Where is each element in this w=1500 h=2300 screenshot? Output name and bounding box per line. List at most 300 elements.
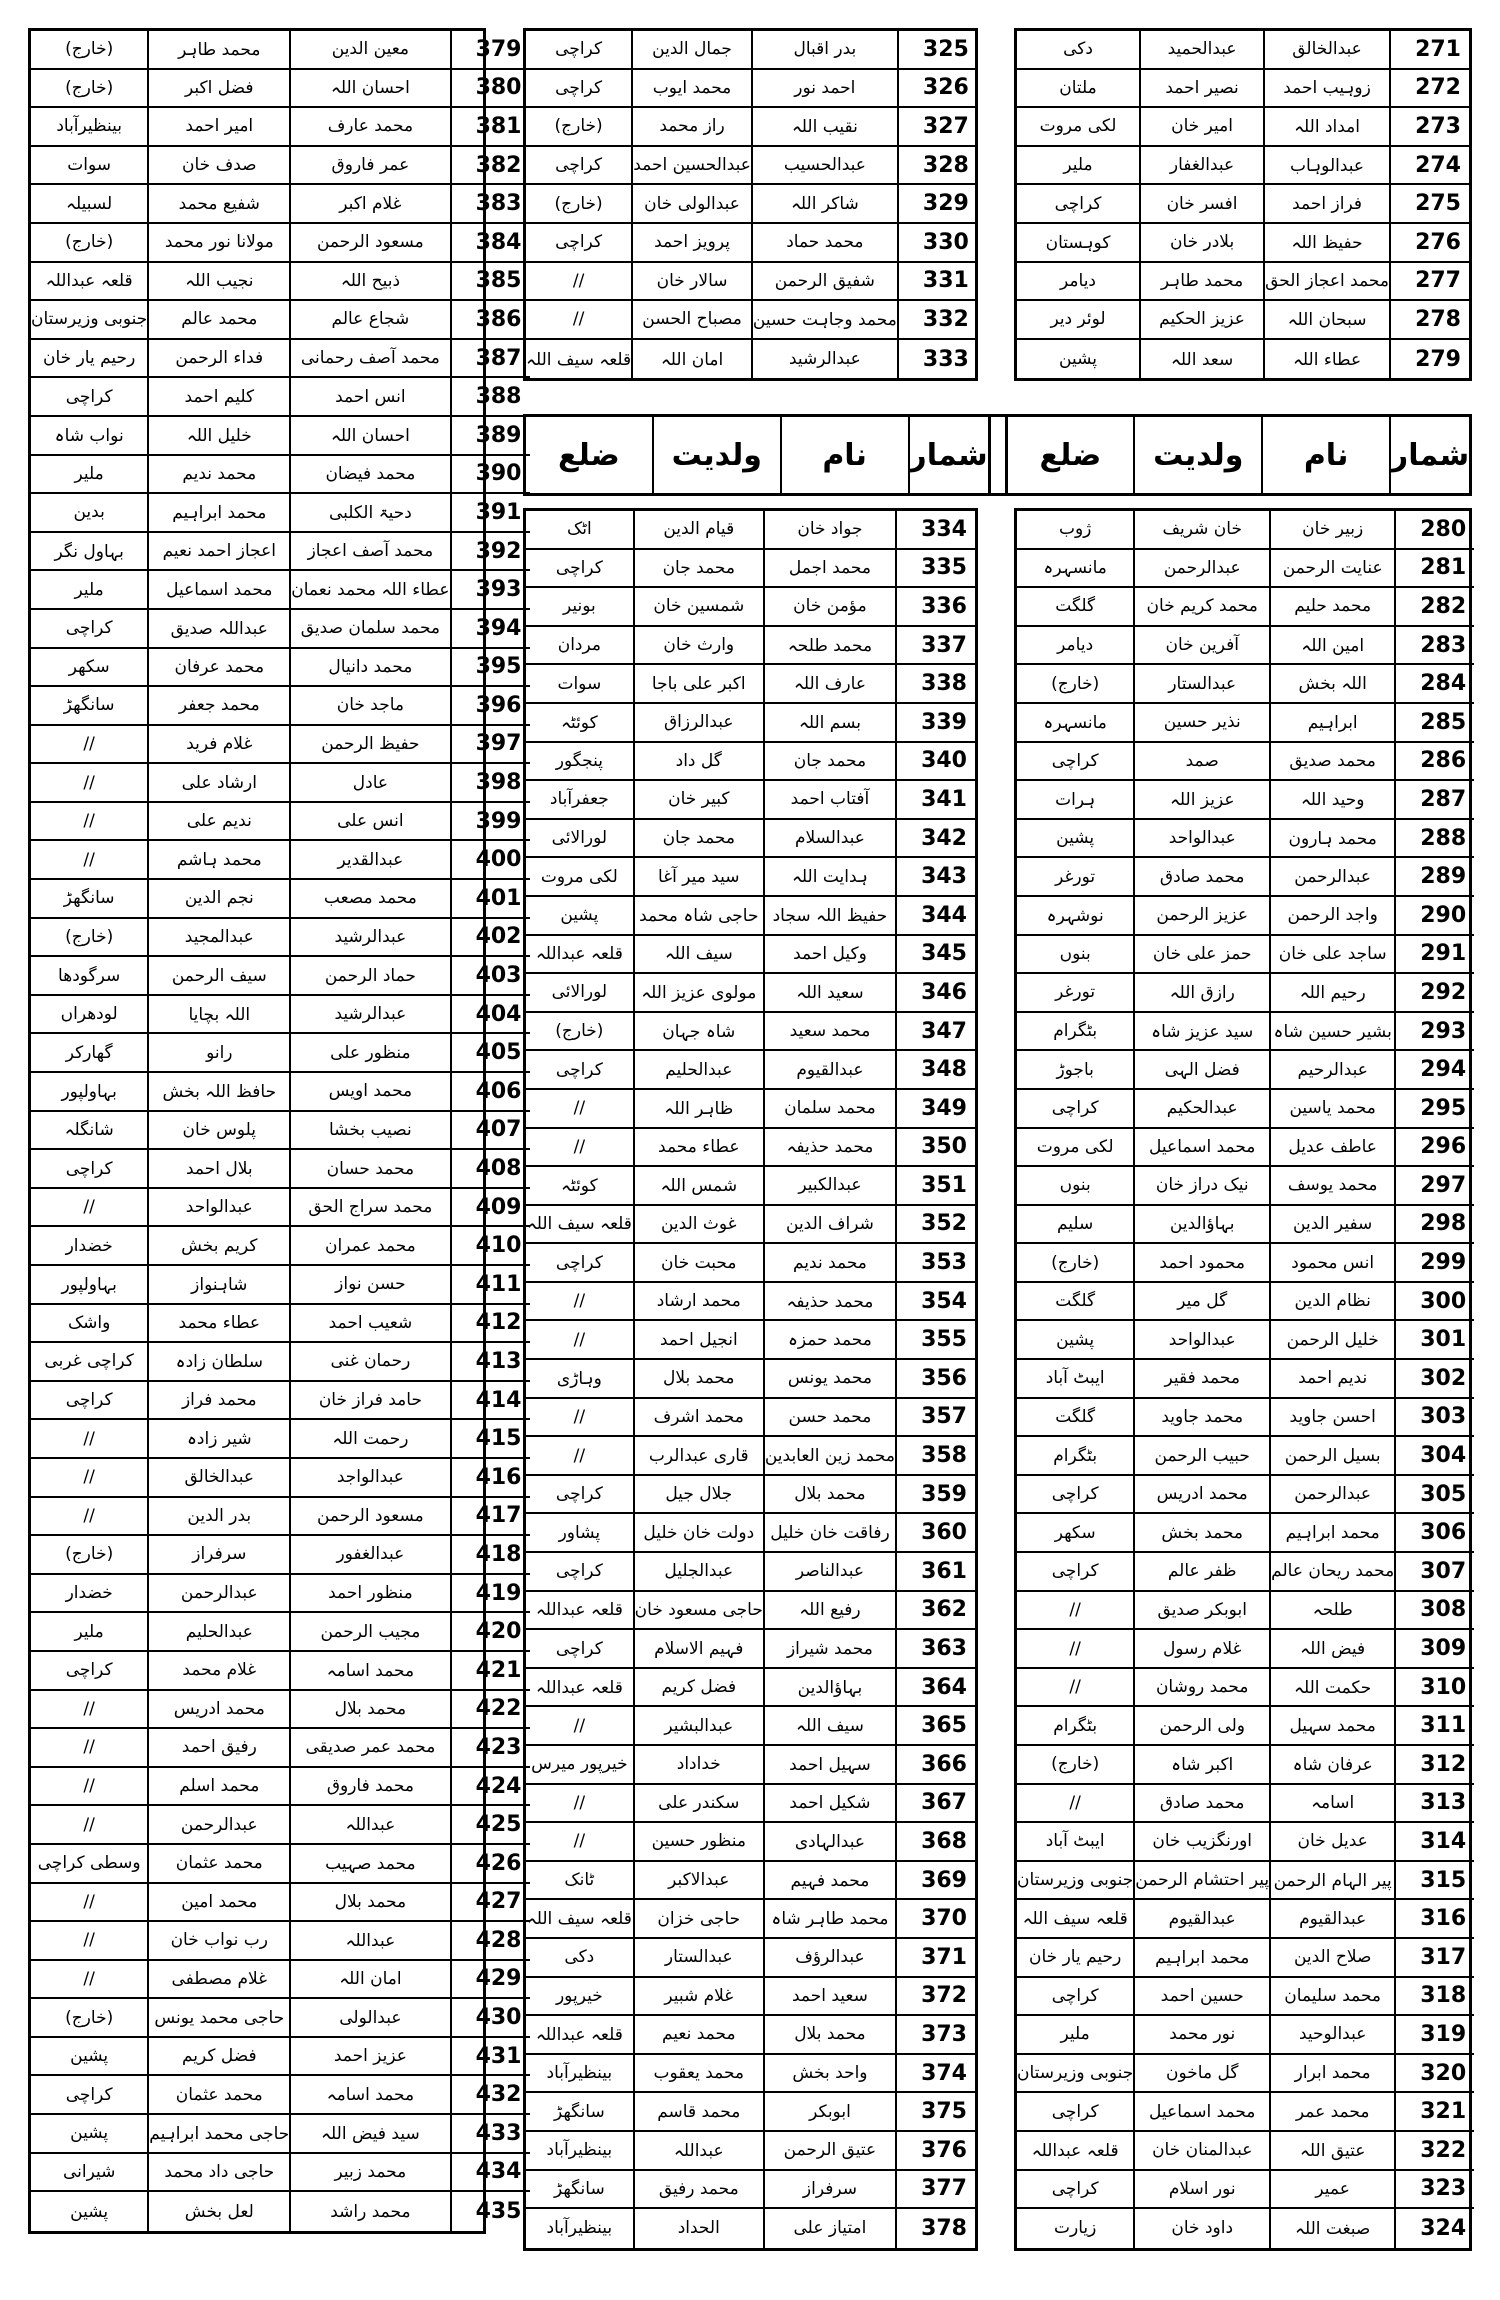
name-cell: محمد سعید	[765, 1013, 897, 1052]
district-cell: سانگھڑ	[526, 2171, 635, 2210]
number-cell: 320	[1396, 2055, 1474, 2094]
district-cell: ملیر	[1017, 2016, 1135, 2055]
number-cell: 356	[897, 1360, 975, 1399]
parentage-cell: الحداد	[635, 2209, 765, 2248]
district-cell: //	[31, 1922, 149, 1961]
parentage-cell: عبدالبشیر	[635, 1707, 765, 1746]
name-cell: محمد عارف	[291, 108, 451, 147]
district-cell: //	[31, 726, 149, 765]
district-cell: باجوڑ	[1017, 1051, 1135, 1090]
name-cell: عطاء اللہ	[1265, 340, 1391, 379]
district-cell: //	[31, 764, 149, 803]
number-cell: 350	[897, 1129, 975, 1168]
number-cell: 420	[452, 1613, 530, 1652]
parentage-cell: ابوبکر صدیق	[1135, 1592, 1271, 1631]
parentage-cell: انجیل احمد	[635, 1321, 765, 1360]
number-cell: 408	[452, 1150, 530, 1189]
district-cell: //	[31, 841, 149, 880]
parentage-cell: حاجی محمد یونس	[149, 1999, 291, 2038]
parentage-cell: نور محمد	[1135, 2016, 1271, 2055]
name-cell: محمد راشد	[291, 2192, 451, 2231]
number-cell: 305	[1396, 1476, 1474, 1515]
parentage-cell: محمد جان	[635, 550, 765, 589]
number-cell: 342	[897, 820, 975, 859]
parentage-cell: نجیب اللہ	[149, 263, 291, 302]
district-cell: //	[526, 1129, 635, 1168]
district-cell: کراچی	[31, 378, 149, 417]
parentage-cell: قاری عبدالرب	[635, 1437, 765, 1476]
district-cell: رحیم یار خان	[31, 340, 149, 379]
district-cell: پشین	[1017, 1321, 1135, 1360]
parentage-cell: رب نواب خان	[149, 1922, 291, 1961]
number-cell: 390	[452, 456, 530, 495]
parentage-cell: محمد بخش	[1135, 1514, 1271, 1553]
header-parentage: ولدیت	[1135, 417, 1263, 493]
name-cell: محمد حذیفہ	[765, 1129, 897, 1168]
parentage-cell: محمد فقیر	[1135, 1360, 1271, 1399]
name-cell: آفتاب احمد	[765, 781, 897, 820]
parentage-cell: غلام رسول	[1135, 1630, 1271, 1669]
name-cell: شاکر اللہ	[753, 185, 899, 224]
district-cell: دکی	[526, 1939, 635, 1978]
parentage-cell: دولت خان خلیل	[635, 1514, 765, 1553]
number-cell: 415	[452, 1420, 530, 1459]
name-cell: وحید اللہ	[1271, 781, 1396, 820]
name-cell: محمد جان	[765, 743, 897, 782]
parentage-cell: بلال احمد	[149, 1150, 291, 1189]
number-cell: 317	[1396, 1939, 1474, 1978]
number-cell: 373	[897, 2016, 975, 2055]
parentage-cell: محمد عالم	[149, 301, 291, 340]
number-cell: 361	[897, 1553, 975, 1592]
parentage-cell: محمد ایوب	[633, 70, 753, 109]
header-district: ضلع	[1008, 417, 1136, 493]
name-cell: سبحان اللہ	[1265, 301, 1391, 340]
number-cell: 379	[452, 31, 530, 70]
number-cell: 328	[899, 147, 977, 186]
name-cell: نصیب بخشا	[291, 1112, 451, 1151]
parentage-cell: بلادر خان	[1141, 224, 1265, 263]
number-cell: 300	[1396, 1283, 1474, 1322]
number-cell: 292	[1396, 974, 1474, 1013]
district-cell: لکی مروت	[526, 858, 635, 897]
parentage-cell: ظاہر اللہ	[635, 1090, 765, 1129]
parentage-cell: محمود احمد	[1135, 1244, 1271, 1283]
district-cell: خضدار	[31, 1575, 149, 1614]
number-cell: 329	[899, 185, 977, 224]
district-cell: گلگت	[1017, 1283, 1135, 1322]
district-cell: سوات	[31, 147, 149, 186]
district-cell: کراچی	[31, 1382, 149, 1421]
district-cell: زیارت	[1017, 2209, 1135, 2248]
district-cell: پشین	[1017, 340, 1141, 379]
header-district: ضلع	[526, 417, 654, 493]
district-cell: سانگھڑ	[526, 2093, 635, 2132]
district-cell: //	[31, 1768, 149, 1807]
number-cell: 366	[897, 1746, 975, 1785]
name-cell: عتیق اللہ	[1271, 2132, 1396, 2171]
name-cell: عبدالغفور	[291, 1536, 451, 1575]
number-cell: 394	[452, 610, 530, 649]
number-cell: 288	[1396, 820, 1474, 859]
district-cell: خیرپور	[526, 1978, 635, 2017]
district-cell: لسبیلہ	[31, 185, 149, 224]
district-cell: کراچی	[31, 2076, 149, 2115]
parentage-cell: پیر احتشام الرحمن	[1135, 1862, 1271, 1901]
name-cell: محمد سلیمان	[1271, 1978, 1396, 2017]
name-cell: محمد مصعب	[291, 880, 451, 919]
name-cell: محمد سلمان صدیق	[291, 610, 451, 649]
number-cell: 426	[452, 1845, 530, 1884]
district-cell: کوئٹہ	[526, 1167, 635, 1206]
parentage-cell: محمد جان	[635, 820, 765, 859]
name-cell: امین اللہ	[1271, 627, 1396, 666]
parentage-cell: عبدالولی خان	[633, 185, 753, 224]
parentage-cell: سید میر آغا	[635, 858, 765, 897]
district-cell: سرگودھا	[31, 957, 149, 996]
name-cell: عبدالرحمن	[1271, 858, 1396, 897]
name-cell: محمد اسامہ	[291, 1652, 451, 1691]
district-cell: وہاڑی	[526, 1360, 635, 1399]
district-cell: جعفرآباد	[526, 781, 635, 820]
parentage-cell: عبدالواحد	[1135, 820, 1271, 859]
number-cell: 321	[1396, 2093, 1474, 2132]
name-cell: حفیظ اللہ سجاد	[765, 897, 897, 936]
number-cell: 332	[899, 301, 977, 340]
name-cell: محمد حلیم	[1271, 588, 1396, 627]
number-cell: 434	[452, 2154, 530, 2193]
name-cell: رفیع اللہ	[765, 1592, 897, 1631]
name-cell: محمد آصف اعجاز	[291, 533, 451, 572]
name-cell: حامد فراز خان	[291, 1382, 451, 1421]
district-cell: کراچی	[526, 70, 633, 109]
number-cell: 310	[1396, 1669, 1474, 1708]
district-cell: بٹگرام	[1017, 1707, 1135, 1746]
parentage-cell: بدر الدین	[149, 1498, 291, 1537]
parentage-cell: شمس اللہ	[635, 1167, 765, 1206]
header-number: شمار	[1390, 437, 1470, 473]
name-cell: فراز احمد	[1265, 185, 1391, 224]
parentage-cell: عزیز الحکیم	[1141, 301, 1265, 340]
name-cell: خلیل الرحمن	[1271, 1321, 1396, 1360]
parentage-cell: شفیع محمد	[149, 185, 291, 224]
number-cell: 431	[452, 2038, 530, 2077]
name-cell: عبدالوحید	[1271, 2016, 1396, 2055]
parentage-cell: حاجی مسعود خان	[635, 1592, 765, 1631]
name-cell: محمد یوسف	[1271, 1167, 1396, 1206]
district-cell: //	[526, 301, 633, 340]
name-cell: عبدالولی	[291, 1999, 451, 2038]
name-cell: عبدالوہاب	[1265, 147, 1391, 186]
district-cell: کراچی	[526, 550, 635, 589]
district-cell: بینظیرآباد	[526, 2132, 635, 2171]
left-table	[28, 28, 522, 2234]
parentage-cell: عبدالرحمن	[1135, 550, 1271, 589]
district-cell: گلگت	[1017, 588, 1135, 627]
name-cell: ابراہیم	[1271, 704, 1396, 743]
name-cell: عبدالرشید	[753, 340, 899, 379]
name-cell: حسن نواز	[291, 1266, 451, 1305]
parentage-cell: فضل کریم	[149, 2038, 291, 2077]
name-cell: عبدالرحمن	[1271, 1476, 1396, 1515]
parentage-cell: عبدالستار	[635, 1939, 765, 1978]
header-group-right	[1008, 417, 1470, 493]
parentage-cell: محمد ادریس	[1135, 1476, 1271, 1515]
district-cell: لورالائی	[526, 820, 635, 859]
district-cell: تورغر	[1017, 974, 1135, 1013]
number-cell: 335	[897, 550, 975, 589]
number-cell: 424	[452, 1768, 530, 1807]
name-cell: محمد طاہر شاہ	[765, 1900, 897, 1939]
district-cell: کراچی غربی	[31, 1343, 149, 1382]
district-cell: کراچی	[526, 1553, 635, 1592]
parentage-cell: غوث الدین	[635, 1206, 765, 1245]
district-cell: کراچی	[1017, 1553, 1135, 1592]
parentage-cell: محمد صادق	[1135, 1785, 1271, 1824]
name-cell: عتیق الرحمن	[765, 2132, 897, 2171]
district-cell: مانسہرہ	[1017, 550, 1135, 589]
parentage-cell: محمد اسلم	[149, 1768, 291, 1807]
number-cell: 416	[452, 1459, 530, 1498]
district-cell: //	[31, 1884, 149, 1923]
district-cell: پشین	[526, 897, 635, 936]
number-cell: 326	[899, 70, 977, 109]
number-cell: 378	[921, 2215, 967, 2241]
district-cell: قلعہ عبداللہ	[526, 1592, 635, 1631]
parentage-cell: شمسین خان	[635, 588, 765, 627]
name-cell: احسان اللہ	[291, 70, 451, 109]
name-cell: محمد آصف رحمانی	[291, 340, 451, 379]
district-cell: پنجگور	[526, 743, 635, 782]
district-cell: ملیر	[31, 571, 149, 610]
number-cell: 387	[452, 340, 530, 379]
header-name: نام	[782, 417, 910, 493]
number-cell: 382	[452, 147, 530, 186]
district-cell: (خارج)	[31, 1536, 149, 1575]
name-cell: عبدالکبیر	[765, 1167, 897, 1206]
number-cell: 435	[475, 2199, 522, 2225]
parentage-cell: گل میر	[1135, 1283, 1271, 1322]
number-cell: 399	[452, 803, 530, 842]
number-cell: 347	[897, 1013, 975, 1052]
name-cell: محمد عمران	[291, 1227, 451, 1266]
parentage-cell: کلیم احمد	[149, 378, 291, 417]
number-cell: 340	[897, 743, 975, 782]
district-cell: //	[526, 1707, 635, 1746]
parentage-cell: محمد نعیم	[635, 2016, 765, 2055]
district-cell: بونیر	[526, 588, 635, 627]
parentage-cell: محمد اسماعیل	[149, 571, 291, 610]
district-cell: اٹک	[526, 511, 635, 550]
district-cell: رحیم یار خان	[1017, 1939, 1135, 1978]
district-cell: کراچی	[1017, 2093, 1135, 2132]
parentage-cell: جمال الدین	[633, 31, 753, 70]
district-cell: جنوبی وزیرستان	[31, 301, 149, 340]
number-cell: 281	[1396, 550, 1474, 589]
name-cell: اللہ بخش	[1271, 665, 1396, 704]
district-cell: (خارج)	[1017, 1746, 1135, 1785]
name-cell: ذبیح اللہ	[291, 263, 451, 302]
number-cell: 278	[1391, 301, 1469, 340]
district-cell: (خارج)	[31, 1999, 149, 2038]
parentage-cell: حاجی محمد ابراہیم	[149, 2115, 291, 2154]
district-cell: لودھراں	[31, 996, 149, 1035]
district-cell: //	[31, 1729, 149, 1768]
parentage-cell: محمد طاہر	[1141, 263, 1265, 302]
number-cell: 397	[452, 726, 530, 765]
parentage-cell: فضل اکبر	[149, 70, 291, 109]
district-cell: ایبٹ آباد	[1017, 1360, 1135, 1399]
district-cell: کراچی	[526, 1476, 635, 1515]
name-cell: بشیر حسین شاہ	[1271, 1013, 1396, 1052]
parentage-cell: رفیق احمد	[149, 1729, 291, 1768]
parentage-cell: حبیب الرحمن	[1135, 1437, 1271, 1476]
number-cell: 276	[1391, 224, 1469, 263]
parentage-cell: محمد جعفر	[149, 687, 291, 726]
number-cell: 293	[1396, 1013, 1474, 1052]
parentage-cell: لعل بخش	[149, 2192, 291, 2231]
district-cell: بہاول نگر	[31, 533, 149, 572]
parentage-cell: سالار خان	[633, 263, 753, 302]
parentage-cell: رانو	[149, 1034, 291, 1073]
name-cell: محمد طلحہ	[765, 627, 897, 666]
parentage-cell: اکبر علی باجا	[635, 665, 765, 704]
name-cell: سیف اللہ	[765, 1707, 897, 1746]
name-cell: حکمت اللہ	[1271, 1669, 1396, 1708]
number-cell: 371	[897, 1939, 975, 1978]
parentage-cell: صمد	[1135, 743, 1271, 782]
name-cell: محمد ندیم	[765, 1244, 897, 1283]
parentage-cell: عبدالغفار	[1141, 147, 1265, 186]
name-cell: عبدالقیوم	[765, 1051, 897, 1090]
number-cell: 385	[452, 263, 530, 302]
number-cell: 319	[1396, 2016, 1474, 2055]
parentage-cell: امیر خان	[1141, 108, 1265, 147]
number-cell: 318	[1396, 1978, 1474, 2017]
parentage-cell: نجم الدین	[149, 880, 291, 919]
district-cell: لکی مروت	[1017, 1129, 1135, 1168]
number-cell: 297	[1396, 1167, 1474, 1206]
parentage-cell: عبدالحمید	[1141, 31, 1265, 70]
name-cell: محمد اویس	[291, 1073, 451, 1112]
name-cell: دحیۃ الکلبی	[291, 494, 451, 533]
district-cell: تورغر	[1017, 858, 1135, 897]
number-cell: 309	[1396, 1630, 1474, 1669]
parentage-cell: گل داد	[635, 743, 765, 782]
name-cell: نقیب اللہ	[753, 108, 899, 147]
number-cell: 282	[1396, 588, 1474, 627]
parentage-cell: حسین احمد	[1135, 1978, 1271, 2017]
district-cell: //	[31, 803, 149, 842]
name-cell: محمد ابراہیم	[1271, 1514, 1396, 1553]
district-cell: ٹانک	[526, 1862, 635, 1901]
parentage-cell: خان شریف	[1135, 511, 1271, 550]
parentage-cell: محمد روشان	[1135, 1669, 1271, 1708]
parentage-cell: محمد عرفان	[149, 649, 291, 688]
number-cell: 377	[897, 2171, 975, 2210]
number-cell: 357	[897, 1399, 975, 1438]
number-cell: 343	[897, 858, 975, 897]
number-cell: 423	[452, 1729, 530, 1768]
number-cell: 302	[1396, 1360, 1474, 1399]
district-cell: ژوب	[1017, 511, 1135, 550]
number-cell: 341	[897, 781, 975, 820]
number-cell: 333	[922, 346, 969, 372]
number-cell: 331	[899, 263, 977, 302]
parentage-cell: فضل الہی	[1135, 1051, 1271, 1090]
district-cell: کراچی	[31, 1652, 149, 1691]
parentage-cell: منظور حسین	[635, 1823, 765, 1862]
name-cell: احسن جاوید	[1271, 1399, 1396, 1438]
name-cell: محمد ریحان عالم	[1271, 1553, 1396, 1592]
district-cell: ملیر	[31, 1613, 149, 1652]
number-cell: 414	[452, 1382, 530, 1421]
name-cell: رحمت اللہ	[291, 1420, 451, 1459]
parentage-cell: عبدالحلیم	[149, 1613, 291, 1652]
parentage-cell: محمد اسماعیل	[1135, 1129, 1271, 1168]
district-cell: نوشہرہ	[1017, 897, 1135, 936]
parentage-cell: عزیز الرحمن	[1135, 897, 1271, 936]
name-cell: محمد وجاہت حسین	[753, 301, 899, 340]
district-cell: قلعہ عبداللہ	[31, 263, 149, 302]
parentage-cell: کبیر خان	[635, 781, 765, 820]
number-cell: 358	[897, 1437, 975, 1476]
parentage-cell: عبدالحسین احمد	[633, 147, 753, 186]
name-cell: محمد عمر صدیقی	[291, 1729, 451, 1768]
district-cell: پشاور	[526, 1514, 635, 1553]
name-cell: نظام الدین	[1271, 1283, 1396, 1322]
district-cell: (خارج)	[526, 1013, 635, 1052]
district-cell: سکھر	[31, 649, 149, 688]
parentage-cell: اعجاز احمد نعیم	[149, 533, 291, 572]
parentage-cell: عبدالجلیل	[635, 1553, 765, 1592]
name-cell: محمد فہیم	[765, 1862, 897, 1901]
name-cell: عبدالناصر	[765, 1553, 897, 1592]
number-cell: 376	[897, 2132, 975, 2171]
name-cell: حفیظ اللہ	[1265, 224, 1391, 263]
district-cell: کراچی	[526, 1630, 635, 1669]
name-cell: پیر الہام الرحمن	[1271, 1862, 1396, 1901]
number-cell: 323	[1396, 2171, 1474, 2210]
district-cell: (خارج)	[31, 31, 149, 70]
parentage-cell: محمد ابراہیم	[149, 494, 291, 533]
parentage-cell: محمد ندیم	[149, 456, 291, 495]
number-cell: 381	[452, 108, 530, 147]
parentage-cell: اکبر شاہ	[1135, 1746, 1271, 1785]
number-cell: 316	[1396, 1900, 1474, 1939]
parentage-cell: پلوس خان	[149, 1112, 291, 1151]
name-cell: محمد بلال	[291, 1884, 451, 1923]
parentage-cell: محمد اشرف	[635, 1399, 765, 1438]
name-cell: امداد اللہ	[1265, 108, 1391, 147]
number-cell: 273	[1391, 108, 1469, 147]
number-cell: 418	[452, 1536, 530, 1575]
name-cell: محمد زبیر	[291, 2154, 451, 2193]
parentage-cell: عطاء محمد	[635, 1129, 765, 1168]
number-cell: 427	[452, 1884, 530, 1923]
district-cell: //	[526, 1283, 635, 1322]
parentage-cell: وارث خان	[635, 627, 765, 666]
name-cell: ابوبکر	[765, 2093, 897, 2132]
name-cell: عادل	[291, 764, 451, 803]
parentage-cell: افسر خان	[1141, 185, 1265, 224]
district-cell: قلعہ عبداللہ	[526, 2016, 635, 2055]
parentage-cell: عبدالحکیم	[1135, 1090, 1271, 1129]
name-cell: عبدالخالق	[1265, 31, 1391, 70]
name-cell: ساجد علی خان	[1271, 936, 1396, 975]
name-cell: عزیز احمد	[291, 2038, 451, 2077]
parentage-cell: محمد عثمان	[149, 2076, 291, 2115]
